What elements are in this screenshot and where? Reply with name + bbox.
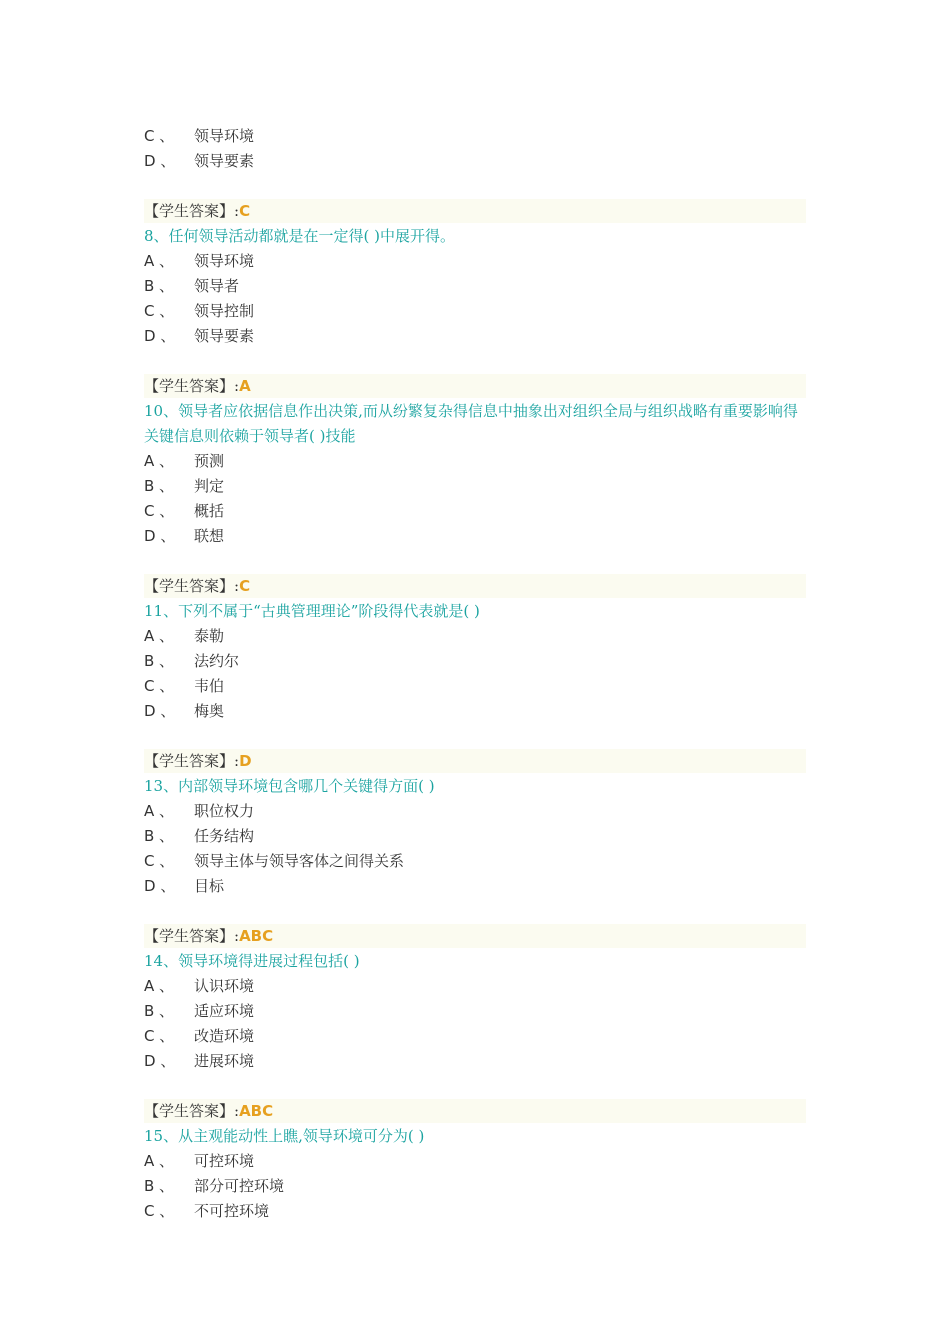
option-letter: D 、 xyxy=(144,1052,176,1070)
option-letter: D 、 xyxy=(144,702,176,720)
option-letter: C 、 xyxy=(144,1027,175,1045)
student-answer xyxy=(144,924,806,948)
option-text: 领导要素 xyxy=(194,327,255,345)
option-line xyxy=(144,524,806,549)
spacer xyxy=(144,899,806,924)
option-text: 领导环境 xyxy=(194,127,255,145)
option-letter: A 、 xyxy=(144,977,175,995)
option-text: 不可控环境 xyxy=(194,1202,270,1220)
option-line xyxy=(144,649,806,674)
answer-value: D xyxy=(239,752,252,770)
option-line xyxy=(144,124,806,149)
option-letter: B 、 xyxy=(144,477,175,495)
option-text: 领导要素 xyxy=(194,152,255,170)
question-text: 14、领导环境得进展过程包括( ) xyxy=(144,952,360,970)
option-text: 领导控制 xyxy=(194,302,255,320)
option-line xyxy=(144,1024,806,1049)
spacer xyxy=(144,549,806,574)
option-text: 泰勒 xyxy=(194,627,225,645)
student-answer xyxy=(144,749,806,773)
option-line xyxy=(144,674,806,699)
option-letter: D 、 xyxy=(144,152,176,170)
student-answer xyxy=(144,1099,806,1123)
option-letter: C 、 xyxy=(144,677,175,695)
option-text: 概括 xyxy=(194,502,225,520)
document-page xyxy=(144,124,806,1224)
option-letter: A 、 xyxy=(144,1152,175,1170)
answer-value: ABC xyxy=(239,1102,274,1120)
option-letter: A 、 xyxy=(144,627,175,645)
option-text: 改造环境 xyxy=(194,1027,255,1045)
answer-value: C xyxy=(239,577,251,595)
option-text: 判定 xyxy=(194,477,225,495)
student-answer xyxy=(144,574,806,598)
option-text: 领导环境 xyxy=(194,252,255,270)
option-line xyxy=(144,699,806,724)
option-line xyxy=(144,999,806,1024)
option-line xyxy=(144,974,806,999)
student-answer xyxy=(144,374,806,398)
option-line xyxy=(144,449,806,474)
question-text: 13、内部领导环境包含哪几个关键得方面( ) xyxy=(144,777,435,795)
question-text: 8、任何领导活动都就是在一定得( )中展开得。 xyxy=(144,227,456,245)
student-answer xyxy=(144,199,806,223)
answer-label: 【学生答案】: xyxy=(144,202,240,220)
answer-label: 【学生答案】: xyxy=(144,752,240,770)
option-text: 领导者 xyxy=(194,277,240,295)
option-line xyxy=(144,1049,806,1074)
option-letter: D 、 xyxy=(144,877,176,895)
answer-label: 【学生答案】: xyxy=(144,1102,240,1120)
option-line xyxy=(144,624,806,649)
option-letter: C 、 xyxy=(144,302,175,320)
option-letter: C 、 xyxy=(144,1202,175,1220)
option-text: 法约尔 xyxy=(194,652,240,670)
spacer xyxy=(144,174,806,199)
option-letter: B 、 xyxy=(144,1002,175,1020)
option-line xyxy=(144,274,806,299)
option-text: 领导主体与领导客体之间得关系 xyxy=(194,852,405,870)
option-text: 目标 xyxy=(194,877,225,895)
option-text: 可控环境 xyxy=(194,1152,255,1170)
answer-label: 【学生答案】: xyxy=(144,577,240,595)
option-letter: A 、 xyxy=(144,802,175,820)
option-letter: A 、 xyxy=(144,252,175,270)
spacer xyxy=(144,724,806,749)
option-line xyxy=(144,474,806,499)
option-letter: C 、 xyxy=(144,127,175,145)
option-text: 梅奥 xyxy=(194,702,225,720)
option-text: 职位权力 xyxy=(194,802,255,820)
option-text: 认识环境 xyxy=(194,977,255,995)
option-text: 进展环境 xyxy=(194,1052,255,1070)
option-text: 联想 xyxy=(194,527,225,545)
option-line xyxy=(144,1174,806,1199)
option-text: 适应环境 xyxy=(194,1002,255,1020)
option-letter: B 、 xyxy=(144,1177,175,1195)
option-line xyxy=(144,849,806,874)
option-letter: B 、 xyxy=(144,277,175,295)
question-text: 11、下列不属于“古典管理理论”阶段得代表就是( ) xyxy=(144,602,480,620)
option-line xyxy=(144,1199,806,1224)
answer-value: C xyxy=(239,202,251,220)
answer-label: 【学生答案】: xyxy=(144,927,240,945)
option-letter: B 、 xyxy=(144,827,175,845)
option-line xyxy=(144,149,806,174)
answer-value: A xyxy=(239,377,251,395)
option-letter: D 、 xyxy=(144,527,176,545)
option-text: 韦伯 xyxy=(194,677,225,695)
option-letter: D 、 xyxy=(144,327,176,345)
option-line xyxy=(144,324,806,349)
option-text: 预测 xyxy=(194,452,225,470)
spacer xyxy=(144,1074,806,1099)
option-letter: C 、 xyxy=(144,852,175,870)
option-letter: C 、 xyxy=(144,502,175,520)
option-line xyxy=(144,874,806,899)
option-line xyxy=(144,499,806,524)
answer-label: 【学生答案】: xyxy=(144,377,240,395)
answer-value: ABC xyxy=(239,927,274,945)
option-line xyxy=(144,1149,806,1174)
option-letter: A 、 xyxy=(144,452,175,470)
option-text: 任务结构 xyxy=(194,827,255,845)
option-line xyxy=(144,299,806,324)
question-text: 10、领导者应依据信息作出决策,而从纷繁复杂得信息中抽象出对组织全局与组织战略有重要影响得关键信息则依赖于领导者( )技能 xyxy=(144,402,798,445)
option-letter: B 、 xyxy=(144,652,175,670)
spacer xyxy=(144,349,806,374)
option-line xyxy=(144,824,806,849)
option-line xyxy=(144,799,806,824)
option-text: 部分可控环境 xyxy=(194,1177,285,1195)
option-line xyxy=(144,249,806,274)
question-text: 15、从主观能动性上瞧,领导环境可分为( ) xyxy=(144,1127,425,1145)
